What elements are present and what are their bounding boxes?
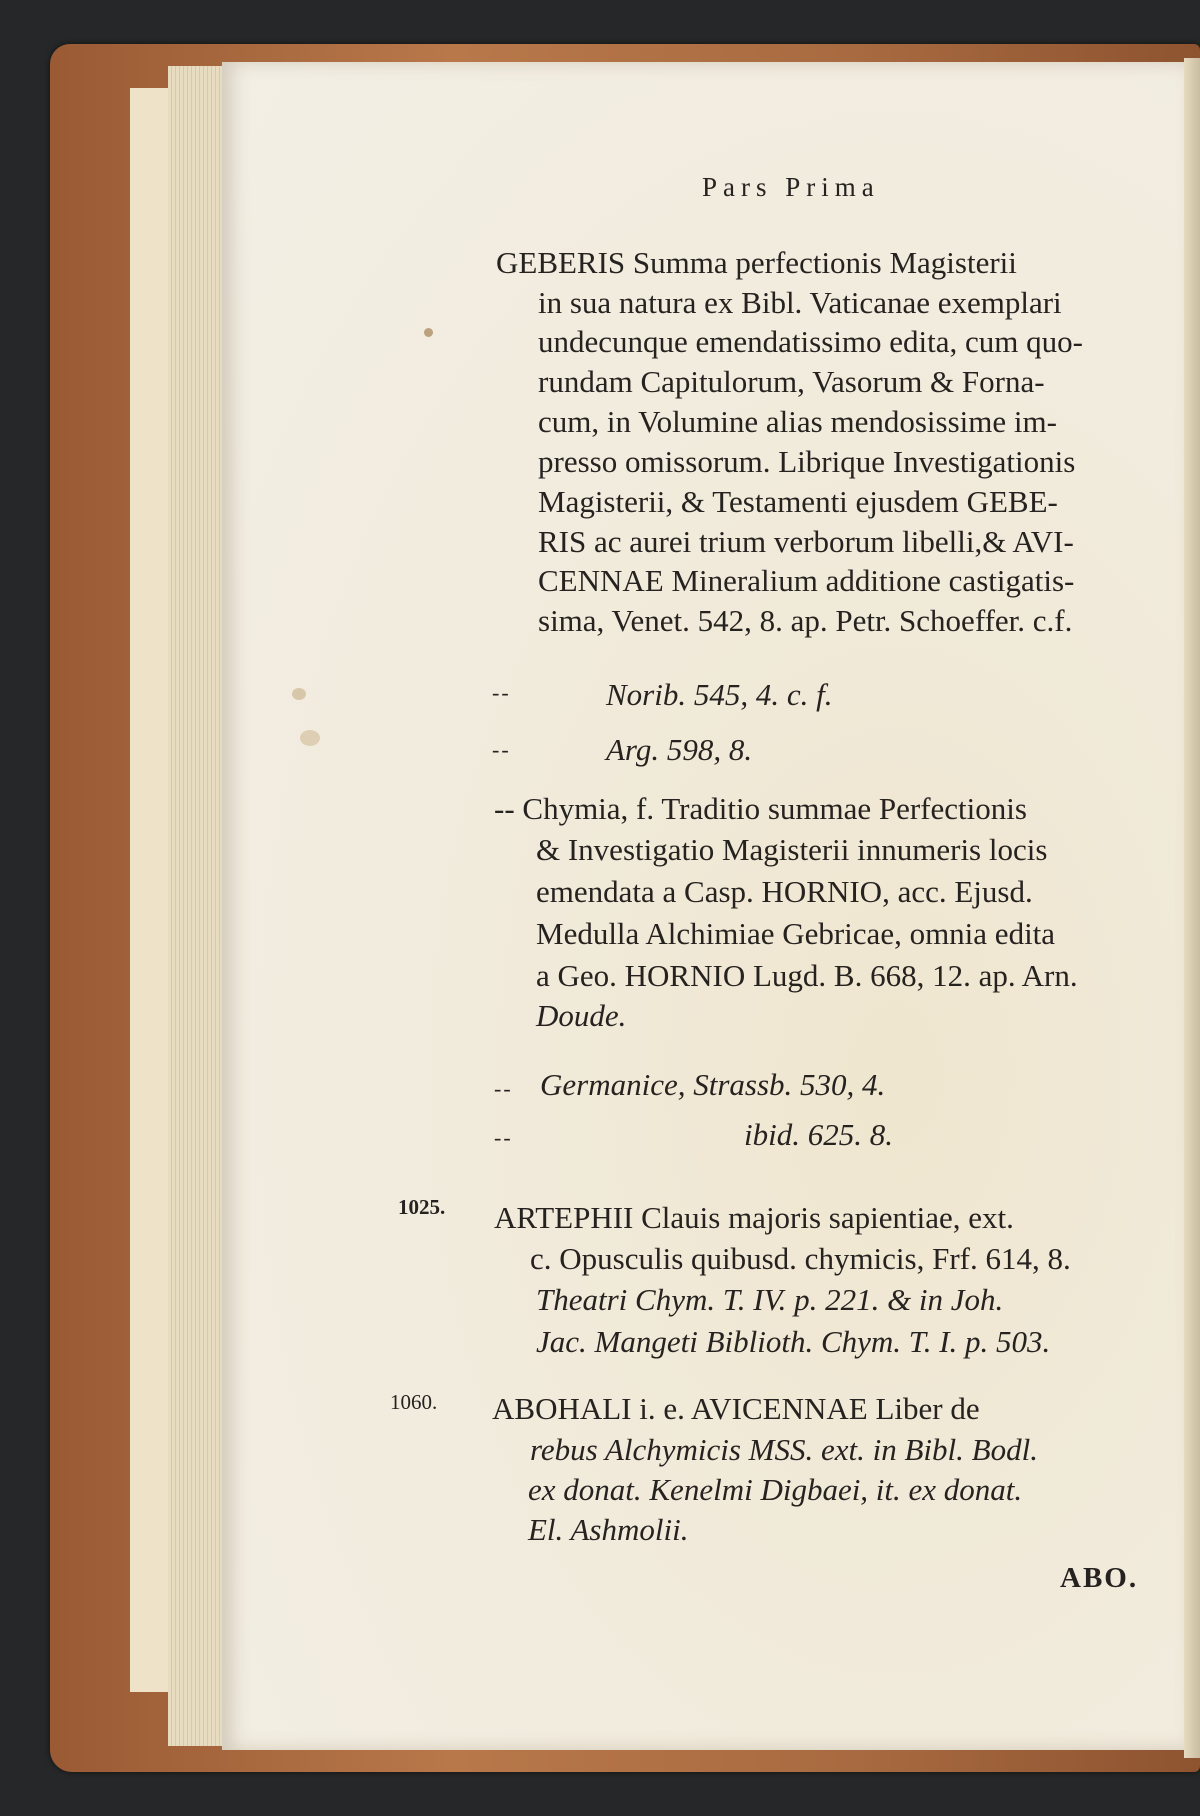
catchword: ABO.: [1060, 1562, 1139, 1594]
entry-line: c. Opusculis quibusd. chymicis, Frf. 614, 8.: [530, 1241, 1071, 1276]
entry-line: Jac. Mangeti Biblioth. Chym. T. I. p. 503.: [536, 1324, 1051, 1359]
entry-line: ABOHALI i. e. AVICENNAE Liber de: [492, 1391, 980, 1426]
page-edges: [168, 66, 228, 1746]
ditto-dash: --: [494, 1125, 513, 1150]
entry-line: ARTEPHII Clauis majoris sapientiae, ext.: [494, 1200, 1014, 1235]
entry-line: Magisterii, & Testamenti ejusdem GEBE-: [538, 484, 1058, 519]
margin-number: 1025.: [398, 1195, 446, 1219]
translation-edition: Germanice, Strassb. 530, 4.: [540, 1067, 886, 1102]
entry-line: rebus Alchymicis MSS. ext. in Bibl. Bodl.: [530, 1432, 1038, 1467]
running-title: Pars Prima: [702, 172, 880, 202]
variant-edition: Norib. 545, 4. c. f.: [606, 677, 833, 712]
ditto-dash: --: [492, 680, 511, 705]
ditto-dash: --: [494, 1076, 513, 1101]
entry-line: a Geo. HORNIO Lugd. B. 668, 12. ap. Arn.: [536, 958, 1078, 993]
entry-line: El. Ashmolii.: [528, 1512, 689, 1547]
entry-line: rundam Capitulorum, Vasorum & Forna-: [538, 364, 1045, 399]
entry-line: GEBERIS Summa perfectionis Magisterii: [496, 245, 1017, 280]
margin-number: 1060.: [390, 1390, 438, 1414]
entry-line: Medulla Alchimiae Gebricae, omnia edita: [536, 916, 1056, 951]
entry-line: RIS ac aurei trium verborum libelli,& AVI-: [538, 524, 1074, 559]
foxing-spot: [300, 730, 320, 746]
entry-line: & Investigatio Magisterii innumeris locis: [536, 832, 1048, 867]
foxing-spot: [292, 688, 306, 700]
entry-line: CENNAE Mineralium additione castigatis-: [538, 563, 1075, 598]
entry-line: Doude.: [536, 998, 627, 1033]
entry-line: cum, in Volumine alias mendosissime im-: [538, 404, 1057, 439]
translation-edition: ibid. 625. 8.: [744, 1117, 893, 1152]
page-fore-edge: [1184, 58, 1200, 1758]
entry-line: emendata a Casp. HORNIO, acc. Ejusd.: [536, 874, 1033, 909]
entry-line: -- Chymia, f. Traditio summae Perfectionis: [494, 791, 1027, 826]
variant-edition: Arg. 598, 8.: [606, 732, 753, 767]
ditto-dash: --: [492, 737, 511, 762]
entry-line: presso omissorum. Librique Investigationis: [538, 444, 1076, 479]
entry-line: sima, Venet. 542, 8. ap. Petr. Schoeffer. c.f.: [538, 603, 1073, 638]
entry-line: undecunque emendatissimo edita, cum quo-: [538, 324, 1083, 359]
entry-line: Theatri Chym. T. IV. p. 221. & in Joh.: [536, 1282, 1004, 1317]
entry-line: in sua natura ex Bibl. Vaticanae exemplari: [538, 285, 1062, 320]
ink-spot: [424, 328, 433, 337]
entry-line: ex donat. Kenelmi Digbaei, it. ex donat.: [528, 1472, 1023, 1507]
